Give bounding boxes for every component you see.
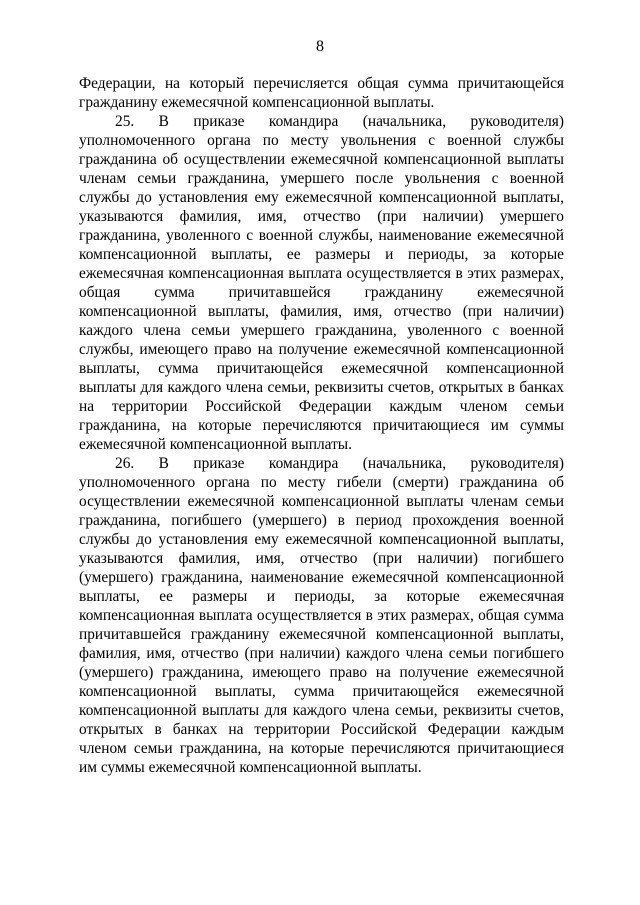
document-body (79, 74, 564, 777)
page-number: 8 (316, 38, 324, 55)
paragraph-item-25: 25. В приказе командира (начальника, руководителя) уполномоченного органа по месту увольнения с военной службы гражданина об осуществлении ежемесячной компенсационной выплаты членам семьи гражданина, умершего после увольнения с военной службы до установления ему ежемесячной компенсационной выплаты, указываются фамилия, имя, отчество (при наличии) умершего гражданина, уволенного с военной службы, наименование ежемесячной компенсационной выплаты, ее размеры и периоды, за которые ежемесячная компенсационная выплата осуществляется в этих размерах, общая сумма причитавшейся гражданину ежемесячной компенсационной выплаты, фамилия, имя, отчество (при наличии) каждого члена семьи умершего гражданина, уволенного с военной службы, имеющего право на получение ежемесячной компенсационной выплаты, сумма причитающейся ежемесячной компенсационной выплаты для каждого члена семьи, реквизиты счетов, открытых в банках на территории Российской Федерации каждым членом семьи гражданина, на которые перечисляются причитающиеся им суммы ежемесячной компенсационной выплаты. (79, 113, 564, 453)
paragraph-item-26: 26. В приказе командира (начальника, руководителя) уполномоченного органа по месту гибели (смерти) гражданина об осуществлении ежемесячной компенсационной выплаты членам семьи гражданина, погибшего (умершего) в период прохождения военной службы до установления ему ежемесячной компенсационной выплаты, указываются фамилия, имя, отчество (при наличии) погибшего (умершего) гражданина, наименование ежемесячной компенсационной выплаты, ее размеры и периоды, за которые ежемесячная компенсационная выплата осуществляется в этих размерах, общая сумма причитавшейся гражданину ежемесячной компенсационной выплаты, фамилия, имя, отчество (при наличии) каждого члена семьи погибшего (умершего) гражданина, имеющего право на получение ежемесячной компенсационной выплаты, сумма причитающейся ежемесячной компенсационной выплаты для каждого члена семьи, реквизиты счетов, открытых в банках на территории Российской Федерации каждым членом семьи гражданина, на которые перечисляются причитающиеся им суммы ежемесячной компенсационной выплаты. (79, 455, 564, 776)
paragraph-continuation: Федерации, на который перечисляется общая сумма причитающейся гражданину ежемесячной компенсационной выплаты. (79, 75, 564, 111)
